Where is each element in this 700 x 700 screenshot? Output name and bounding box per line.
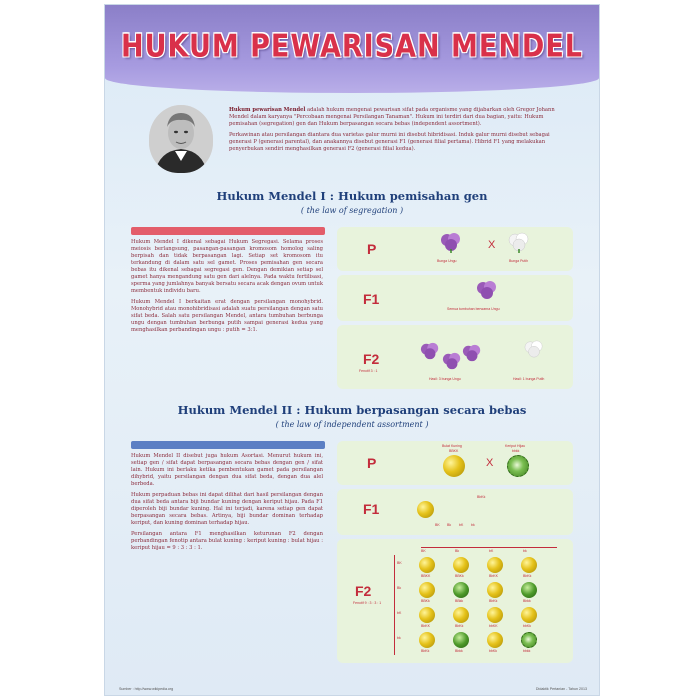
punnett-genotype: bbKk bbox=[523, 624, 531, 628]
law2-heading bbox=[105, 403, 599, 429]
punnett-genotype: BbKk bbox=[523, 574, 532, 578]
law2-label-f2: F2 bbox=[355, 583, 372, 599]
law1-p1: Hukum Mendel I dikenal sebagai Hukum Segregasi. Selama proses meiosis berlangsung, pasangan-pasangan kromosom homolog saling berpisah dan tidak berpasangan lagi. Setiap set kromosom itu terkandung di dalam satu sel gamet. Proses pemisahan gen secara bebas itu dikenal sebagai segregasi gen. Dengan demikian setiap sel gamet hanya mengandung satu gen dari alelnya. Pada waktu fertilisasi, sperma yang jumlahnya banyak bersatu secara acak dengan ovum untuk membentuk individu baru. bbox=[131, 239, 323, 294]
punnett-genotype: BbKk bbox=[489, 599, 498, 603]
punnett-pea-icon bbox=[487, 557, 503, 573]
punnett-row-head: bK bbox=[397, 611, 402, 615]
intro-p2: Perkawinan atau persilangan diantara dua varietas galur murni ini disebut hibridisasi. Induk galur murni disebut sebagai generasi P (generasi parental), dan anakannya disebut generasi F1 (generasi filial pertama). Hibrid F1 yang melakukan penyerbukan sendiri menghasilkan generasi F2 (generasi filial kedua). bbox=[229, 132, 550, 152]
law2-p2: Hukum perpaduan bebas ini dapat dilihat dari hasil persilangan dengan dua sifat beda antara biji bundar kuning dengan keriput hijau. Pada F1 diperoleh biji bundar kuning. Hal ini terjadi, karena setiap gen dapat berpasangan secara bebas. Artinya, biji bundar dominan terhadap keriput, dan kuning dominan terhadap hijau. bbox=[131, 492, 323, 526]
law1-text bbox=[131, 239, 323, 338]
punnett-pea-icon bbox=[521, 607, 537, 623]
intro-p1: adalah hukum mengenai pewarisan sifat pada organisme yang dijabarkan oleh Gregor Johann Mendel dalam karyanya "Percobaan mengenai Persilangan Tanaman". Hukum ini terdiri dari dua bagian, yaitu: Hukum pemisahan (segregation) gen dan Hukum berpasangan secara bebas (independent assortment). bbox=[229, 107, 555, 127]
law1-cross: X bbox=[488, 239, 496, 251]
law2-gamete-1: BK bbox=[435, 523, 440, 527]
law1-subtitle: ( the law of segregation ) bbox=[300, 206, 404, 215]
punnett-genotype: BbKk bbox=[455, 624, 464, 628]
punnett-genotype: bbKk bbox=[489, 649, 497, 653]
law2-gamete-3: bK bbox=[459, 523, 464, 527]
law1-heading bbox=[105, 189, 599, 215]
law1-p2: Hukum Mendel I berkaitan erat dengan persilangan monohybrid. Monohybrid atau monohibridisasi adalah suatu persilangan dengan satu sifat beda. Salah satu persilangan Mendel, antara tumbuhan berbunga ungu dengan tumbuhan berbunga putih sampai generasi kedua yang menghasilkan perbandingan ungu : putih = 3:1. bbox=[131, 299, 323, 333]
punnett-genotype: BBKk bbox=[455, 574, 464, 578]
law2-label-p: P bbox=[367, 455, 377, 471]
punnett-genotype: BBKK bbox=[421, 574, 431, 578]
law1-label-f1: F1 bbox=[363, 291, 380, 307]
punnett-pea-icon bbox=[419, 557, 435, 573]
f2-purple-flower-icon bbox=[419, 341, 441, 361]
law2-title: Hukum Mendel II : Hukum berpasangan secara bebas bbox=[177, 403, 527, 417]
law1-purple-label: Bunga Ungu bbox=[437, 259, 457, 263]
law2-bar bbox=[131, 441, 325, 449]
punnett-col-head: bK bbox=[489, 549, 494, 553]
punnett-pea-icon bbox=[453, 607, 469, 623]
law1-f1-caption: Semua tumbuhan berwarna Ungu bbox=[447, 307, 500, 311]
purple-flower-icon bbox=[439, 231, 463, 253]
punnett-genotype: BbKK bbox=[421, 624, 430, 628]
law1-label-p: P bbox=[367, 241, 377, 257]
white-flower-icon bbox=[507, 231, 531, 253]
law2-text bbox=[131, 453, 323, 556]
f2-purple-flower-icon bbox=[441, 351, 463, 371]
law2-p-gen1: BBKK bbox=[449, 449, 459, 453]
intro-text bbox=[229, 107, 569, 157]
punnett-genotype: Bbkk bbox=[455, 649, 463, 653]
law1-title: Hukum Mendel I : Hukum pemisahan gen bbox=[216, 189, 488, 203]
punnett-pea-icon bbox=[521, 582, 537, 598]
punnett-col-head: bk bbox=[523, 549, 527, 553]
law1-label-f2: F2 bbox=[363, 351, 380, 367]
law2-f2-ratio: Fenotif 9 : 3 : 3 : 1 bbox=[353, 601, 382, 605]
law1-bar bbox=[131, 227, 325, 235]
law2-yellow-label: Bulat Kuning bbox=[442, 444, 462, 448]
punnett-line bbox=[421, 547, 557, 548]
law2-gamete-4: bk bbox=[471, 523, 475, 527]
law2-green-label: Keriput Hijau bbox=[505, 444, 526, 448]
green-wrinkled-pea-icon bbox=[507, 455, 529, 477]
poster bbox=[104, 4, 600, 696]
punnett-col-head: BK bbox=[421, 549, 426, 553]
punnett-pea-icon bbox=[419, 607, 435, 623]
punnett-pea-icon bbox=[419, 632, 435, 648]
footer-source: Sumber : http://www.wikipedia.org bbox=[119, 687, 174, 691]
punnett-genotype: BbKk bbox=[421, 649, 430, 653]
law2-p-gen2: bbkk bbox=[512, 449, 520, 453]
law1-f2-ratio: Fenotif 3 : 1 bbox=[359, 369, 378, 373]
punnett-row-head: Bk bbox=[397, 586, 402, 590]
punnett-pea-icon bbox=[453, 632, 469, 648]
punnett-genotype: bbKK bbox=[489, 624, 498, 628]
punnett-col-head: Bk bbox=[455, 549, 460, 553]
f1-purple-flower-icon bbox=[475, 279, 499, 301]
f2-white-flower-icon bbox=[523, 339, 545, 359]
punnett-genotype: Bbkk bbox=[523, 599, 531, 603]
intro-bold: Hukum pewarisan Mendel bbox=[229, 107, 306, 113]
law2-label-f1: F1 bbox=[363, 501, 380, 517]
f1-pea-icon bbox=[417, 501, 434, 518]
law2-p1: Hukum Mendel II disebut juga hukum Asortasi. Menurut hukum ini, setiap gen / sifat dapat berpasangan secara bebas dengan gen / sifat lain. Hukum ini berlaku ketika pembentukan gamet pada persilangan dihybrid, yaitu persilangan dengan dua sifat beda, dengan dua alel berbeda. bbox=[131, 453, 323, 487]
law2-p3: Persilangan antara F1 menghasilkan keturunan F2 dengan perbandingan fenotip antara bulat kuning : keriput kuning : bulat hijau : keriput hijau = 9 : 3 : 3 : 1. bbox=[131, 531, 323, 551]
punnett-row-head: BK bbox=[397, 561, 402, 565]
punnett-pea-icon bbox=[453, 557, 469, 573]
punnett-pea-icon bbox=[521, 557, 537, 573]
law2-subtitle: ( the law of independent assortment ) bbox=[275, 420, 429, 429]
yellow-round-pea-icon bbox=[443, 455, 465, 477]
law2-f1-gen: BbKk bbox=[477, 495, 486, 499]
mendel-portrait bbox=[149, 105, 213, 173]
law2-cross: X bbox=[486, 457, 494, 469]
punnett-genotype: BBKk bbox=[421, 599, 430, 603]
punnett-pea-icon bbox=[419, 582, 435, 598]
punnett-pea-icon bbox=[487, 632, 503, 648]
poster-title: HUKUM PEWARISAN MENDEL bbox=[120, 28, 583, 65]
punnett-pea-icon bbox=[487, 607, 503, 623]
footer-credit: Didaktik Pertanian - Tahun 2013 bbox=[535, 687, 587, 691]
law1-white-label: Bunga Putih bbox=[509, 259, 529, 263]
punnett-genotype: BBkk bbox=[455, 599, 464, 603]
law2-gamete-2: Bk bbox=[447, 523, 452, 527]
punnett-pea-icon bbox=[487, 582, 503, 598]
punnett-pea-icon bbox=[453, 582, 469, 598]
punnett-row-head: bk bbox=[397, 636, 401, 640]
punnett-genotype: BbKK bbox=[489, 574, 498, 578]
punnett-genotype: bbkk bbox=[523, 649, 531, 653]
law1-f2-white: Hasil: 1 bunga Putih bbox=[513, 377, 545, 381]
f2-purple-flower-icon bbox=[461, 343, 483, 363]
punnett-line bbox=[394, 555, 395, 655]
law1-f2-purple: Hasil: 3 bunga Ungu bbox=[429, 377, 461, 381]
punnett-pea-icon bbox=[521, 632, 537, 648]
